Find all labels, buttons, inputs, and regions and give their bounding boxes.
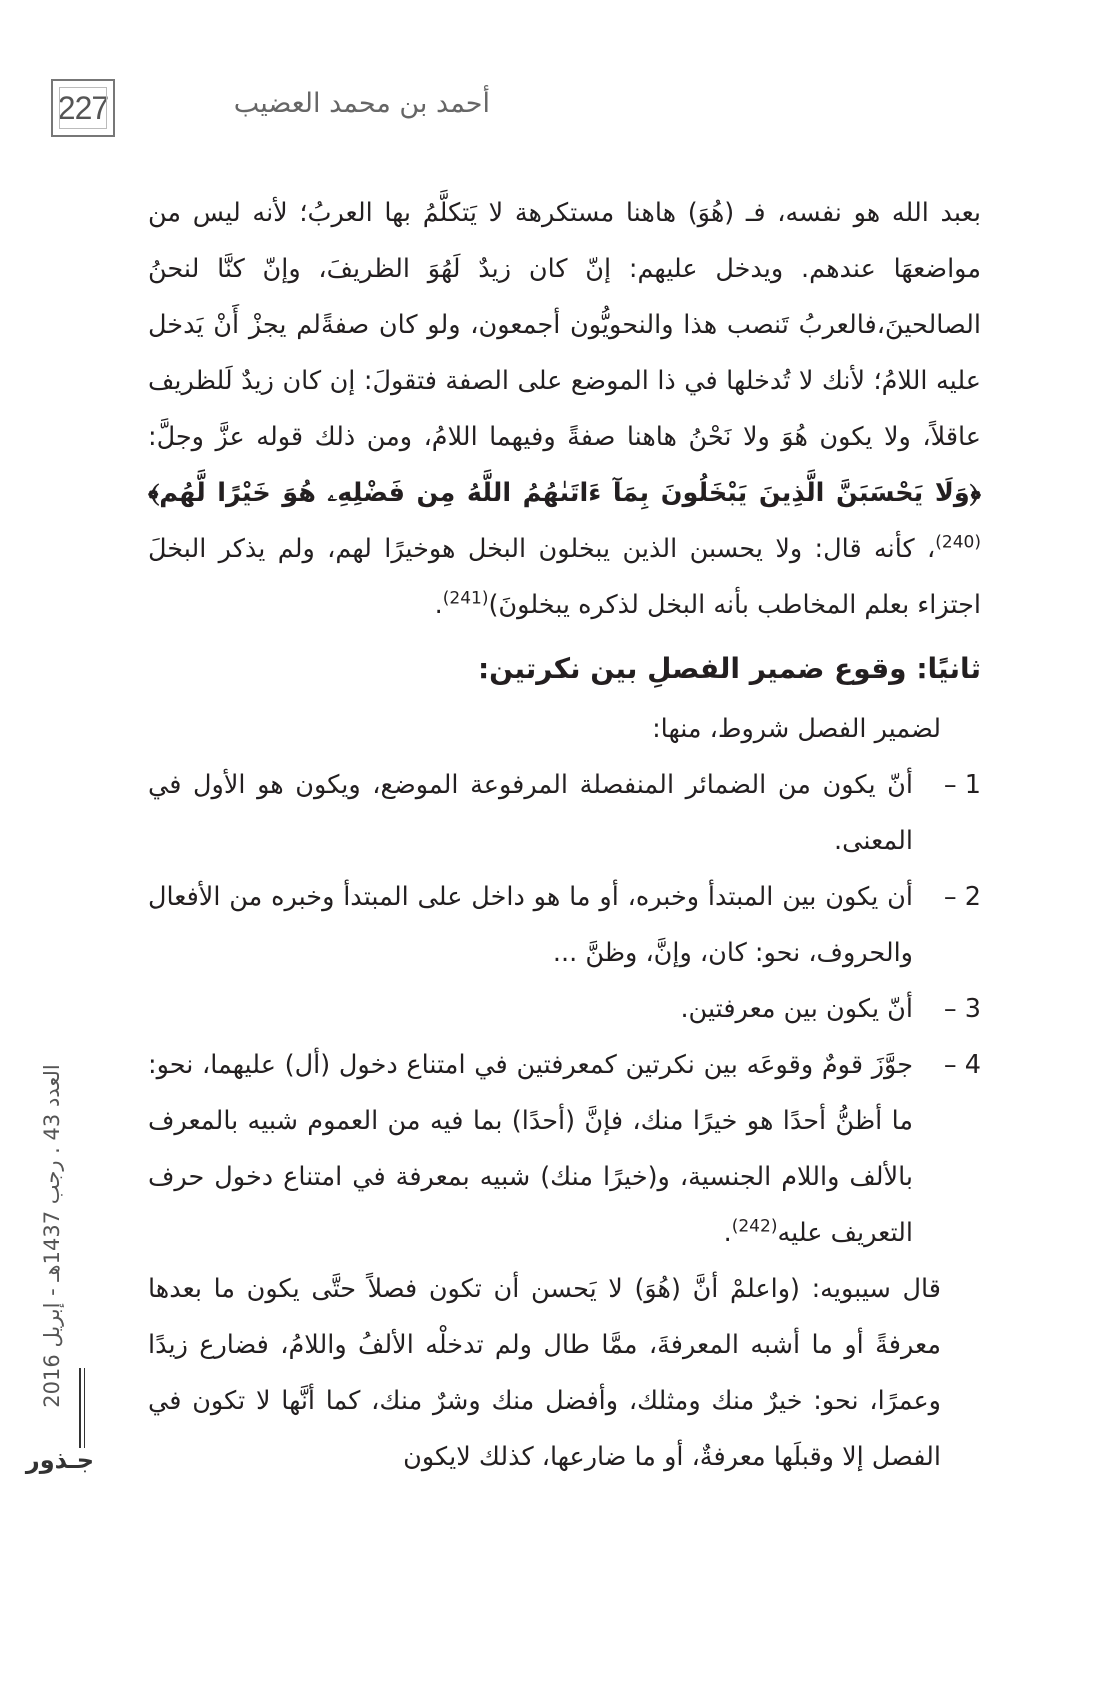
list-item xyxy=(148,1037,981,1261)
sidebar-rule xyxy=(79,1368,81,1448)
paragraph-continuation xyxy=(148,185,981,633)
list-marker: 1 – xyxy=(943,770,981,800)
paragraph-text: بعبد الله هو نفسه، فـ (هُوَ) هاهنا مستكرهة لا يَتكلَّمُ بها العربُ؛ لأنه ليس من مواضعهَا عندهم. ويدخل عليهم: إنّ كان زيدٌ لَهُوَ الظريفَ، وإنّ كنَّا لنحنُ الصالحينَ،فالعربُ تَنصب هذا والنحويُّون أجمعون، ولو كان صفةًلم يجزْ أَنْ يَدخل عليه اللامُ؛ لأنك لا تُدخلها في ذا الموضع على الصفة فتقولَ: إن كان زيدٌ لَلظريف عاقلاً، ولا يكون هُوَ ولا نَحْنُ هاهنا صفةً وفيهما اللامُ، ومن ذلك قوله عزَّ وجلَّ: xyxy=(148,198,981,452)
footnote-ref-240: (240) xyxy=(935,532,981,553)
list-item xyxy=(148,869,981,981)
list-text xyxy=(148,1037,913,1261)
running-head-author: أحمد بن محمد العضيب xyxy=(233,88,490,119)
conditions-intro: لضمير الفصل شروط، منها: xyxy=(652,714,941,744)
section-heading: ثانيًا: وقوع ضمير الفصلِ بين نكرتين: xyxy=(477,652,981,685)
paragraph-close: . xyxy=(434,590,443,620)
list-item xyxy=(148,981,981,1037)
list-item xyxy=(148,757,981,869)
footnote-ref-242: (242) xyxy=(731,1216,778,1237)
main-text xyxy=(148,185,981,1485)
paragraph-text-end: ، كأنه قال: ولا يحسبن الذين يبخلون البخل هوخيرًا لهم، ولم يذكر البخلَ اجتزاء بعلم المخاطب بأنه البخل لذكره يبخلونَ) xyxy=(148,534,981,620)
issue-info: العدد 43 . رجب 1437هـ - إبريل 2016 xyxy=(40,1064,64,1408)
list-marker: 4 – xyxy=(943,1050,981,1080)
footnote-ref-241: (241) xyxy=(442,588,489,609)
list-marker: 3 – xyxy=(943,994,981,1024)
final-paragraph: قال سيبويه: (واعلمْ أنَّ (هُوَ) لا يَحسن أن تكون فصلاً حتَّى يكون ما بعدها معرفةً أو ما أشبه المعرفةَ، ممَّا طال ولم تدخلْه الألفُ واللامُ، فضارع زيدًا وعمرًا، نحو: خيرٌ منك ومثلك، وأفضل منك وشرٌ منك، كما أنَّها لا تكون في الفصل إلا وقبلَها معرفةٌ، أو ما ضارعها، كذلك لايكون xyxy=(148,1274,941,1472)
page-number: 227 xyxy=(51,79,115,137)
list-text: أنّ يكون من الضمائر المنفصلة المرفوعة الموضع، ويكون هو الأول في المعنى. xyxy=(148,770,913,856)
list-marker: 2 – xyxy=(943,882,981,912)
list-text: أن يكون بين المبتدأ وخبره، أو ما هو داخل على المبتدأ وخبره من الأفعال والحروف، نحو: كان، وإنَّ، وظنَّ ... xyxy=(148,882,913,968)
list-text-end: . xyxy=(723,1218,732,1248)
sidebar-rule-thin xyxy=(84,1368,85,1448)
list-text-body: جوَّزَ قومٌ وقوعَه بين نكرتين كمعرفتين في امتناع دخول (أل) عليهما، نحو: ما أظنُّ أحدًا هو خيرًا منك، فإنَّ (أحدًا) بما فيه من العموم شبيه بالمعرف بالألف واللام الجنسية، و(خيرًا منك) شبيه بمعرفة في امتناع دخول حرف التعريف عليه xyxy=(148,1050,913,1248)
quran-verse: ﴿وَلَا يَحْسَبَنَّ الَّذِينَ يَبْخَلُونَ بِمَآ ءَاتَىٰهُمُ اللَّهُ مِن فَضْلِهِۦ هُوَ خَيْرًا لَّهُم﴾ xyxy=(148,478,981,508)
journal-logo: جـذور xyxy=(25,1446,94,1474)
list-text: أنّ يكون بين معرفتين. xyxy=(680,994,913,1024)
